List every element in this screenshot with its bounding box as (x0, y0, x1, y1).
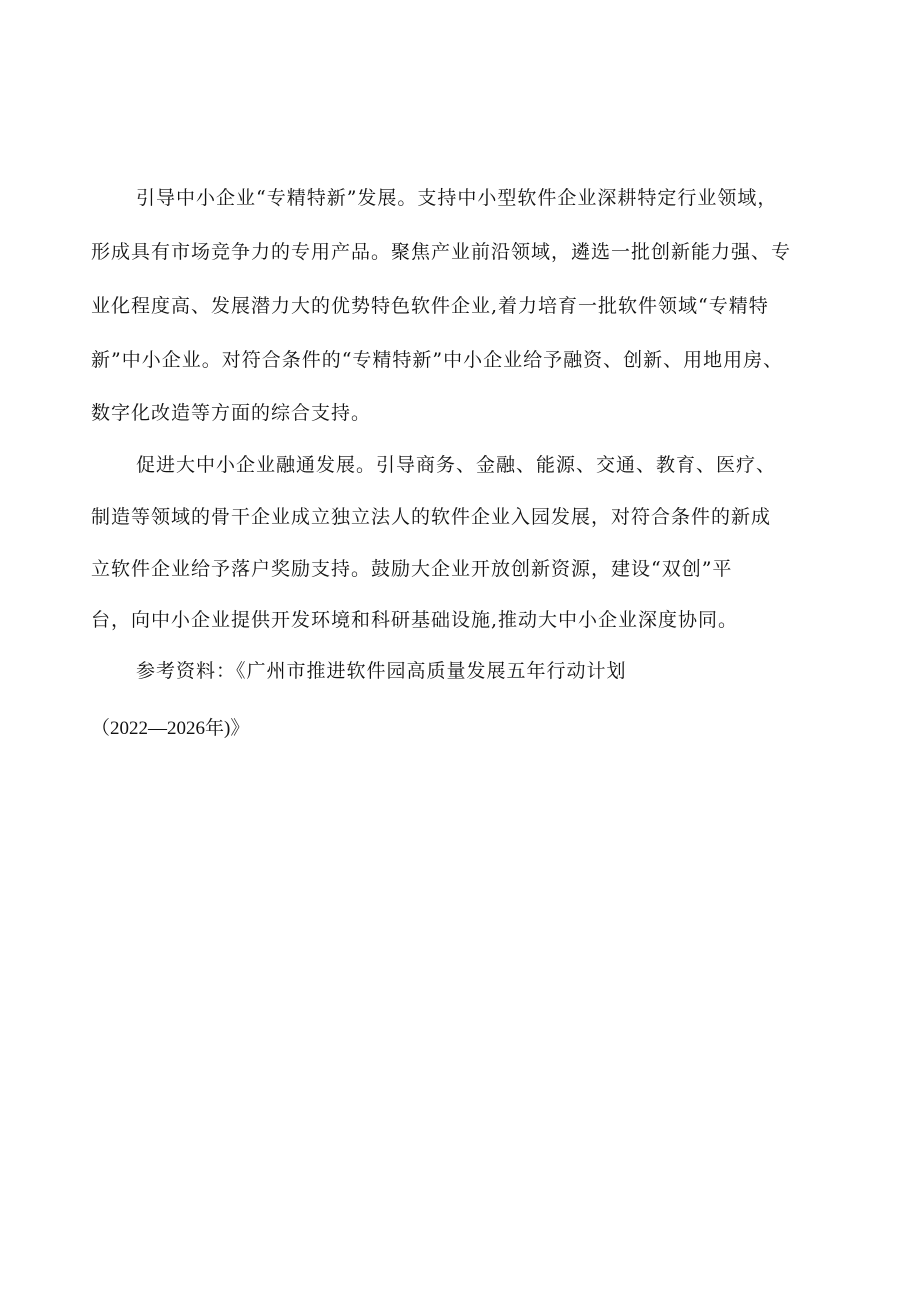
reference-line-2: （2022—2026年)》 (91, 718, 250, 739)
paragraph-2-line-3: 立软件企业给予落户奖励支持。鼓励大企业开放创新资源，建设“双创”平 (91, 558, 733, 580)
reference-line-1: 参考资料：《广州市推进软件园高质量发展五年行动计划 (136, 660, 627, 682)
paragraph-1-line-4: 新”中小企业。对符合条件的“专精特新”中小企业给予融资、创新、用地用房、 (91, 349, 784, 371)
paragraph-1-line-3: 业化程度高、发展潜力大的优势特色软件企业,着力培育一批软件领域“专精特 (91, 295, 769, 317)
paragraph-1-line-1: 引导中小企业“专精特新”发展。支持中小型软件企业深耕特定行业领域， (136, 187, 778, 209)
paragraph-2-line-2: 制造等领域的骨干企业成立独立法人的软件企业入园发展，对符合条件的新成 (91, 506, 772, 528)
paragraph-1-line-5: 数字化改造等方面的综合支持。 (91, 402, 372, 424)
paragraph-2-line-1: 促进大中小企业融通发展。引导商务、金融、能源、交通、教育、医疗、 (136, 454, 777, 476)
paragraph-2-line-4: 台，向中小企业提供开发环境和科研基础设施,推动大中小企业深度协同。 (91, 609, 739, 631)
paragraph-1-line-2: 形成具有市场竞争力的专用产品。聚焦产业前沿领域，遴选一批创新能力强、专 (91, 241, 792, 263)
